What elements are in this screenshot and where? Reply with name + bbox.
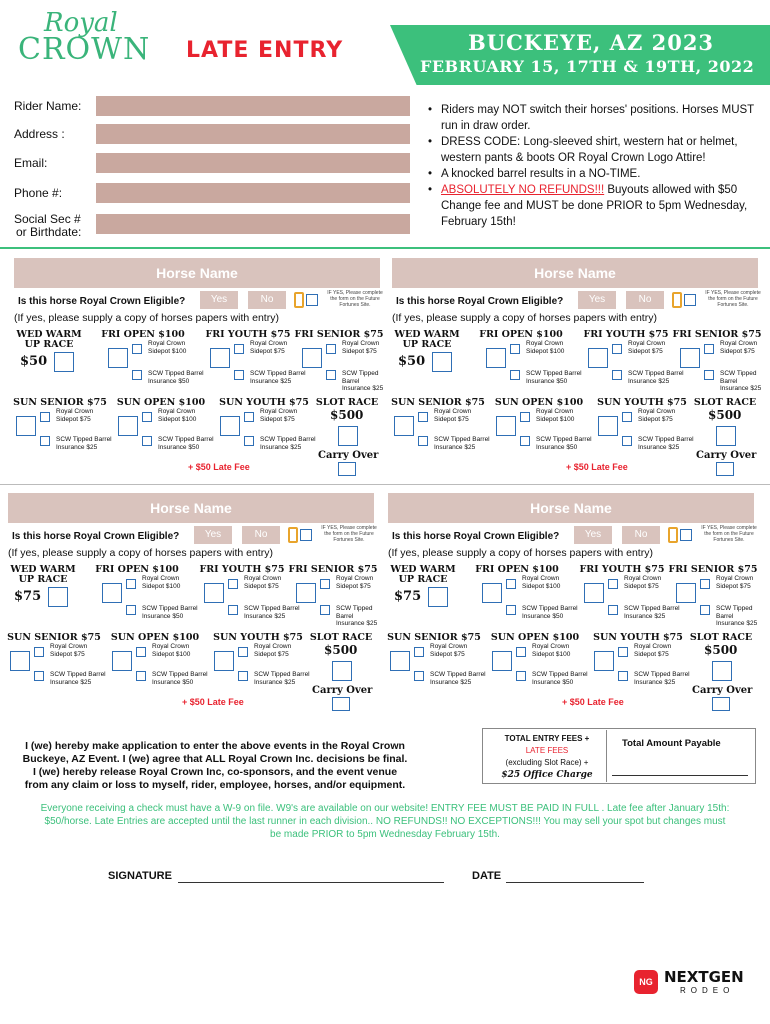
fri-open-box[interactable]	[486, 348, 506, 368]
eligible-yes[interactable]: Yes	[200, 291, 238, 309]
horse-name-field[interactable]: Horse Name	[8, 493, 374, 523]
supply-papers-note: (If yes, please supply a copy of horses papers with entry)	[392, 312, 657, 324]
sun-open-sidepot-label: Royal Crown Sidepot $100	[152, 643, 191, 658]
sun-senior-sidepot-label: Royal Crown Sidepot $75	[430, 643, 468, 658]
wed-warm-up-price: $50	[20, 354, 48, 369]
key-icon	[672, 292, 682, 308]
wed-warm-up-header: WED WARM UP RACE	[10, 564, 76, 585]
future-fortunes-checkbox[interactable]	[306, 294, 318, 306]
phone-field[interactable]	[96, 183, 410, 203]
slot-race-price: $500	[708, 408, 742, 422]
sun-senior-sidepot-label: Royal Crown Sidepot $75	[50, 643, 88, 658]
fri-senior-sidepot-label: Royal Crown Sidepot $75	[720, 340, 758, 355]
nextgen-badge-icon: NG	[634, 970, 658, 994]
sun-youth-sidepot-checkbox[interactable]	[618, 647, 628, 657]
sun-open-box[interactable]	[492, 651, 512, 671]
fri-youth-sidepot-label: Royal Crown Sidepot $75	[624, 575, 662, 590]
slot-race-price: $500	[330, 408, 364, 422]
sun-senior-sidepot-label: Royal Crown Sidepot $75	[56, 408, 94, 423]
fri-youth-scw-label: SCW Tipped Barrel Insurance $25	[624, 605, 680, 620]
eligible-no[interactable]: No	[622, 526, 660, 544]
birthdate-label: or Birthdate:	[16, 225, 82, 239]
key-icon	[294, 292, 304, 308]
ssn-label: Social Sec #	[14, 212, 81, 226]
total-amount-label: Total Amount Payable	[622, 738, 721, 749]
no-refunds-text: ABSOLUTELY NO REFUNDS!!!	[441, 184, 605, 196]
fri-open-box[interactable]	[108, 348, 128, 368]
sun-senior-box[interactable]	[394, 416, 414, 436]
fri-youth-box[interactable]	[588, 348, 608, 368]
sun-senior-sidepot-checkbox[interactable]	[414, 647, 424, 657]
sun-senior-header: SUN SENIOR $75	[13, 397, 107, 408]
sun-youth-scw-label: SCW Tipped Barrel Insurance $25	[254, 671, 310, 686]
sun-senior-scw-checkbox[interactable]	[418, 436, 428, 446]
fri-senior-header: FRI SENIOR $75	[288, 564, 378, 575]
fri-youth-sidepot-label: Royal Crown Sidepot $75	[250, 340, 288, 355]
sun-open-sidepot-checkbox[interactable]	[142, 412, 152, 422]
wed-warm-up-price: $50	[398, 354, 426, 369]
fri-senior-sidepot-checkbox[interactable]	[326, 344, 336, 354]
horse-name-field[interactable]: Horse Name	[392, 258, 758, 288]
sun-youth-sidepot-checkbox[interactable]	[622, 412, 632, 422]
horse-card-3	[6, 493, 378, 711]
fri-senior-scw-label: SCW Tipped Barrel Insurance $25	[336, 605, 378, 627]
fri-open-box[interactable]	[482, 583, 502, 603]
totals-fees-label	[492, 733, 602, 781]
signature-field[interactable]	[178, 882, 444, 883]
address-field[interactable]	[96, 124, 410, 144]
sun-youth-sidepot-label: Royal Crown Sidepot $75	[638, 408, 676, 423]
sun-youth-sidepot-checkbox[interactable]	[244, 412, 254, 422]
late-fee-label: + $50 Late Fee	[566, 462, 628, 472]
future-fortunes-checkbox[interactable]	[300, 529, 312, 541]
fri-senior-sidepot-label: Royal Crown Sidepot $75	[342, 340, 380, 355]
fri-youth-scw-label: SCW Tipped Barrel Insurance $25	[244, 605, 300, 620]
carry-over-label: Carry Over	[692, 685, 753, 696]
fri-youth-sidepot-checkbox[interactable]	[608, 579, 618, 589]
sun-senior-scw-checkbox[interactable]	[414, 671, 424, 681]
sun-senior-scw-label: SCW Tipped Barrel Insurance $25	[430, 671, 486, 686]
supply-papers-note: (If yes, please supply a copy of horses papers with entry)	[14, 312, 279, 324]
slot-race-header: SLOT RACE	[309, 632, 373, 643]
sun-youth-sidepot-label: Royal Crown Sidepot $75	[260, 408, 298, 423]
fri-senior-box[interactable]	[296, 583, 316, 603]
sun-open-scw-label: SCW Tipped Barrel Insurance $50	[532, 671, 588, 686]
fri-open-sidepot-label: Royal Crown Sidepot $100	[142, 575, 181, 590]
wed-warm-up-price: $75	[394, 589, 422, 604]
divider-mid	[0, 484, 770, 485]
sun-youth-scw-checkbox[interactable]	[618, 671, 628, 681]
fri-open-sidepot-checkbox[interactable]	[126, 579, 136, 589]
eligible-question: Is this horse Royal Crown Eligible?	[392, 531, 560, 542]
late-fee-label: + $50 Late Fee	[188, 462, 250, 472]
rule-draw-order: • Riders may NOT switch their horses' positions. Horses MUST run in draw order.	[428, 102, 758, 134]
sun-senior-sidepot-checkbox[interactable]	[34, 647, 44, 657]
key-icon	[668, 527, 678, 543]
carry-over-box[interactable]	[332, 697, 350, 711]
horse-card-2	[390, 258, 762, 476]
sun-youth-header: SUN YOUTH $75	[597, 397, 687, 408]
wed-warm-up-box[interactable]	[54, 352, 74, 372]
carry-over-label: Carry Over	[318, 450, 379, 461]
fri-youth-sidepot-label: Royal Crown Sidepot $75	[628, 340, 666, 355]
eligible-no[interactable]: No	[626, 291, 664, 309]
future-fortunes-checkbox[interactable]	[680, 529, 692, 541]
fri-open-scw-checkbox[interactable]	[132, 370, 142, 380]
sun-youth-sidepot-checkbox[interactable]	[238, 647, 248, 657]
email-label: Email:	[14, 156, 48, 170]
sun-youth-box[interactable]	[220, 416, 240, 436]
fri-open-scw-label: SCW Tipped Barrel Insurance $50	[522, 605, 578, 620]
fri-senior-header: FRI SENIOR $75	[668, 564, 758, 575]
sun-youth-scw-checkbox[interactable]	[622, 436, 632, 446]
sun-open-scw-checkbox[interactable]	[516, 671, 526, 681]
sun-senior-sidepot-checkbox[interactable]	[40, 412, 50, 422]
fri-youth-sidepot-checkbox[interactable]	[612, 344, 622, 354]
sun-open-header: SUN OPEN $100	[116, 397, 206, 408]
sun-youth-box[interactable]	[214, 651, 234, 671]
fri-open-scw-label: SCW Tipped Barrel Insurance $50	[148, 370, 204, 385]
fri-open-header: FRI OPEN $100	[479, 329, 563, 340]
date-field[interactable]	[506, 882, 644, 883]
sun-youth-header: SUN YOUTH $75	[219, 397, 309, 408]
late-fee-label: + $50 Late Fee	[182, 697, 244, 707]
sun-senior-box[interactable]	[16, 416, 36, 436]
totals-divider	[606, 730, 607, 782]
sun-open-sidepot-label: Royal Crown Sidepot $100	[536, 408, 575, 423]
slot-race-price: $500	[704, 643, 738, 657]
sun-open-sidepot-label: Royal Crown Sidepot $100	[158, 408, 197, 423]
sun-open-sidepot-checkbox[interactable]	[516, 647, 526, 657]
slot-race-box[interactable]	[716, 426, 736, 446]
sun-senior-sidepot-checkbox[interactable]	[418, 412, 428, 422]
slot-race-box[interactable]	[338, 426, 358, 446]
carry-over-label: Carry Over	[312, 685, 373, 696]
sun-open-scw-label: SCW Tipped Barrel Insurance $50	[158, 436, 214, 451]
fri-open-scw-checkbox[interactable]	[126, 605, 136, 615]
sun-open-sidepot-label: Royal Crown Sidepot $100	[532, 643, 571, 658]
rules-list	[428, 102, 758, 230]
eligible-yes[interactable]: Yes	[194, 526, 232, 544]
fri-youth-box[interactable]	[204, 583, 224, 603]
sun-open-scw-checkbox[interactable]	[136, 671, 146, 681]
nextgen-brand: NEXTGEN	[664, 968, 744, 986]
fri-open-sidepot-checkbox[interactable]	[510, 344, 520, 354]
horse-name-field[interactable]: Horse Name	[388, 493, 754, 523]
late-fees: LATE FEES	[525, 746, 569, 755]
rider-name-field[interactable]	[96, 96, 410, 116]
sun-youth-scw-checkbox[interactable]	[238, 671, 248, 681]
fri-youth-box[interactable]	[584, 583, 604, 603]
sun-youth-scw-checkbox[interactable]	[244, 436, 254, 446]
eligible-question: Is this horse Royal Crown Eligible?	[18, 296, 186, 307]
sun-open-sidepot-checkbox[interactable]	[520, 412, 530, 422]
ssn-birthdate-field[interactable]	[96, 214, 410, 234]
fri-youth-scw-checkbox[interactable]	[228, 605, 238, 615]
fri-youth-header: FRI YOUTH $75	[583, 329, 669, 340]
slot-race-box[interactable]	[712, 661, 732, 681]
email-field[interactable]	[96, 153, 410, 173]
supply-papers-note: (If yes, please supply a copy of horses papers with entry)	[388, 547, 653, 559]
sun-youth-scw-label: SCW Tipped Barrel Insurance $25	[634, 671, 690, 686]
wed-warm-up-header: WED WARM UP RACE	[390, 564, 456, 585]
sun-open-header: SUN OPEN $100	[110, 632, 200, 643]
slot-race-header: SLOT RACE	[693, 397, 757, 408]
sun-senior-box[interactable]	[390, 651, 410, 671]
sun-youth-sidepot-label: Royal Crown Sidepot $75	[254, 643, 292, 658]
fri-open-scw-label: SCW Tipped Barrel Insurance $50	[142, 605, 198, 620]
date-label: DATE	[472, 870, 502, 882]
total-amount-field[interactable]	[612, 775, 748, 776]
sun-youth-scw-label: SCW Tipped Barrel Insurance $25	[638, 436, 694, 451]
sun-senior-scw-checkbox[interactable]	[40, 436, 50, 446]
horse-name-field[interactable]: Horse Name	[14, 258, 380, 288]
fri-youth-header: FRI YOUTH $75	[205, 329, 291, 340]
fri-youth-scw-checkbox[interactable]	[234, 370, 244, 380]
wed-warm-up-box[interactable]	[428, 587, 448, 607]
late-fee-label: + $50 Late Fee	[562, 697, 624, 707]
fri-open-sidepot-checkbox[interactable]	[506, 579, 516, 589]
total-entry-fees: TOTAL ENTRY FEES +	[504, 734, 590, 743]
fri-open-sidepot-checkbox[interactable]	[132, 344, 142, 354]
sun-senior-header: SUN SENIOR $75	[391, 397, 485, 408]
fri-senior-header: FRI SENIOR $75	[672, 329, 762, 340]
sun-open-scw-label: SCW Tipped Barrel Insurance $50	[536, 436, 592, 451]
wed-warm-up-header: WED WARM UP RACE	[16, 329, 82, 350]
fri-senior-sidepot-checkbox[interactable]	[704, 344, 714, 354]
fri-youth-header: FRI YOUTH $75	[199, 564, 285, 575]
payment-notice: Everyone receiving a check must have a W-9 on file. W9's are available on our website! ENTRY FEE MUST BE PAID IN FULL . Late fee after January 15th: $50/horse. Late Entries are accepted until the last runner in each division.. NO REFUNDS!! NO EXCEPTIONS!!! You may sell your spot but changes must be made PRIOR to 5pm Wednesday February 15th.	[40, 803, 730, 840]
sun-youth-header: SUN YOUTH $75	[593, 632, 683, 643]
supply-papers-note: (If yes, please supply a copy of horses papers with entry)	[8, 547, 273, 559]
fri-youth-scw-checkbox[interactable]	[608, 605, 618, 615]
logo-crown-text: CROWN	[18, 32, 151, 67]
rule-dress-code: • DRESS CODE: Long-sleeved shirt, western hat or helmet, western pants & boots OR Royal Crown Logo Attire!	[428, 134, 758, 166]
eligible-question: Is this horse Royal Crown Eligible?	[396, 296, 564, 307]
key-icon	[288, 527, 298, 543]
fri-open-header: FRI OPEN $100	[101, 329, 185, 340]
slot-race-price: $500	[324, 643, 358, 657]
fri-senior-sidepot-label: Royal Crown Sidepot $75	[336, 575, 374, 590]
late-entry-title: LATE ENTRY	[186, 38, 344, 63]
if-yes-note: IF YES, Please complete the form on the Future Fortunes Site.	[327, 290, 383, 308]
excluding-slot: (excluding Slot Race) +	[505, 758, 589, 767]
sun-youth-scw-label: SCW Tipped Barrel Insurance $25	[260, 436, 316, 451]
eligible-yes[interactable]: Yes	[578, 291, 616, 309]
fri-youth-scw-checkbox[interactable]	[612, 370, 622, 380]
horse-card-4	[386, 493, 758, 711]
sun-senior-box[interactable]	[10, 651, 30, 671]
fri-senior-scw-checkbox[interactable]	[704, 370, 714, 380]
sun-open-scw-label: SCW Tipped Barrel Insurance $50	[152, 671, 208, 686]
phone-label: Phone #:	[14, 186, 63, 200]
future-fortunes-checkbox[interactable]	[684, 294, 696, 306]
sun-youth-sidepot-label: Royal Crown Sidepot $75	[634, 643, 672, 658]
wed-warm-up-box[interactable]	[48, 587, 68, 607]
agreement-text: I (we) hereby make application to enter the above events in the Royal Crown Buckeye, AZ Event. I (we) agree that ALL Royal Crown Inc. decisions be final. I (we) hereby release Royal Crown Inc, co-sponsors, and the event venue from any claim or loss to myself, rider, employee, horses, and/or equipment.	[22, 740, 408, 791]
sun-open-box[interactable]	[118, 416, 138, 436]
fri-youth-sidepot-checkbox[interactable]	[228, 579, 238, 589]
fri-senior-scw-label: SCW Tipped Barrel Insurance $25	[720, 370, 762, 392]
fri-open-sidepot-label: Royal Crown Sidepot $100	[148, 340, 187, 355]
fri-senior-scw-checkbox[interactable]	[700, 605, 710, 615]
sun-senior-scw-label: SCW Tipped Barrel Insurance $25	[50, 671, 106, 686]
carry-over-box[interactable]	[338, 462, 356, 476]
signature-label: SIGNATURE	[108, 870, 172, 882]
if-yes-note: IF YES, Please complete the form on the Future Fortunes Site.	[705, 290, 761, 308]
sun-senior-header: SUN SENIOR $75	[7, 632, 101, 643]
rule-knocked-barrel: • A knocked barrel results in a NO-TIME.	[428, 166, 758, 182]
office-charge: $25 Office Charge	[501, 770, 593, 780]
sun-senior-scw-label: SCW Tipped Barrel Insurance $25	[56, 436, 112, 451]
slot-race-header: SLOT RACE	[315, 397, 379, 408]
fri-open-sidepot-label: Royal Crown Sidepot $100	[526, 340, 565, 355]
carry-over-label: Carry Over	[696, 450, 757, 461]
rule-refunds	[428, 182, 758, 230]
fri-open-sidepot-label: Royal Crown Sidepot $100	[522, 575, 561, 590]
fri-youth-header: FRI YOUTH $75	[579, 564, 665, 575]
buyout-text: Buyouts allowed with $50 Change fee and MUST be done PRIOR to 5pm Wednesday, February 15th!	[441, 184, 748, 228]
eligible-question: Is this horse Royal Crown Eligible?	[12, 531, 180, 542]
fri-open-scw-label: SCW Tipped Barrel Insurance $50	[526, 370, 582, 385]
fri-youth-sidepot-label: Royal Crown Sidepot $75	[244, 575, 282, 590]
wed-warm-up-price: $75	[14, 589, 42, 604]
fri-youth-box[interactable]	[210, 348, 230, 368]
fri-senior-header: FRI SENIOR $75	[294, 329, 384, 340]
fri-senior-sidepot-label: Royal Crown Sidepot $75	[716, 575, 754, 590]
sun-youth-header: SUN YOUTH $75	[213, 632, 303, 643]
fri-senior-box[interactable]	[676, 583, 696, 603]
sun-senior-scw-checkbox[interactable]	[34, 671, 44, 681]
sun-youth-box[interactable]	[594, 651, 614, 671]
if-yes-note: IF YES, Please complete the form on the Future Fortunes Site.	[701, 525, 757, 543]
sun-open-sidepot-checkbox[interactable]	[136, 647, 146, 657]
fri-senior-scw-label: SCW Tipped Barrel Insurance $25	[716, 605, 758, 627]
fri-senior-sidepot-checkbox[interactable]	[700, 579, 710, 589]
wed-warm-up-header: WED WARM UP RACE	[394, 329, 460, 350]
slot-race-box[interactable]	[332, 661, 352, 681]
sun-senior-scw-label: SCW Tipped Barrel Insurance $25	[434, 436, 490, 451]
sun-open-header: SUN OPEN $100	[494, 397, 584, 408]
carry-over-box[interactable]	[716, 462, 734, 476]
fri-youth-scw-label: SCW Tipped Barrel Insurance $25	[628, 370, 684, 385]
sun-senior-sidepot-label: Royal Crown Sidepot $75	[434, 408, 472, 423]
sun-senior-header: SUN SENIOR $75	[387, 632, 481, 643]
fri-senior-scw-checkbox[interactable]	[320, 605, 330, 615]
horse-card-1	[12, 258, 384, 476]
sun-open-scw-checkbox[interactable]	[520, 436, 530, 446]
sun-open-box[interactable]	[496, 416, 516, 436]
fri-open-box[interactable]	[102, 583, 122, 603]
nextgen-rodeo: RODEO	[680, 986, 735, 995]
fri-senior-scw-label: SCW Tipped Barrel Insurance $25	[342, 370, 384, 392]
rider-name-label: Rider Name:	[14, 99, 82, 113]
sun-open-scw-checkbox[interactable]	[142, 436, 152, 446]
fri-open-scw-checkbox[interactable]	[510, 370, 520, 380]
wed-warm-up-box[interactable]	[432, 352, 452, 372]
slot-race-header: SLOT RACE	[689, 632, 753, 643]
fri-youth-sidepot-checkbox[interactable]	[234, 344, 244, 354]
fri-senior-sidepot-checkbox[interactable]	[320, 579, 330, 589]
eligible-yes[interactable]: Yes	[574, 526, 612, 544]
fri-open-scw-checkbox[interactable]	[506, 605, 516, 615]
carry-over-box[interactable]	[712, 697, 730, 711]
sun-open-box[interactable]	[112, 651, 132, 671]
if-yes-note: IF YES, Please complete the form on the Future Fortunes Site.	[321, 525, 377, 543]
divider-top	[0, 247, 770, 249]
fri-senior-box[interactable]	[302, 348, 322, 368]
banner-title: BUCKEYE, AZ 2023	[468, 30, 715, 55]
fri-open-header: FRI OPEN $100	[475, 564, 559, 575]
address-label: Address :	[14, 127, 65, 141]
fri-youth-scw-label: SCW Tipped Barrel Insurance $25	[250, 370, 306, 385]
sun-open-header: SUN OPEN $100	[490, 632, 580, 643]
eligible-no[interactable]: No	[242, 526, 280, 544]
banner-dates: FEBRUARY 15, 17TH & 19TH, 2022	[420, 57, 755, 76]
logo-royal-text: Royal	[44, 8, 118, 38]
fri-open-header: FRI OPEN $100	[95, 564, 179, 575]
fri-senior-box[interactable]	[680, 348, 700, 368]
sun-youth-box[interactable]	[598, 416, 618, 436]
fri-senior-scw-checkbox[interactable]	[326, 370, 336, 380]
eligible-no[interactable]: No	[248, 291, 286, 309]
